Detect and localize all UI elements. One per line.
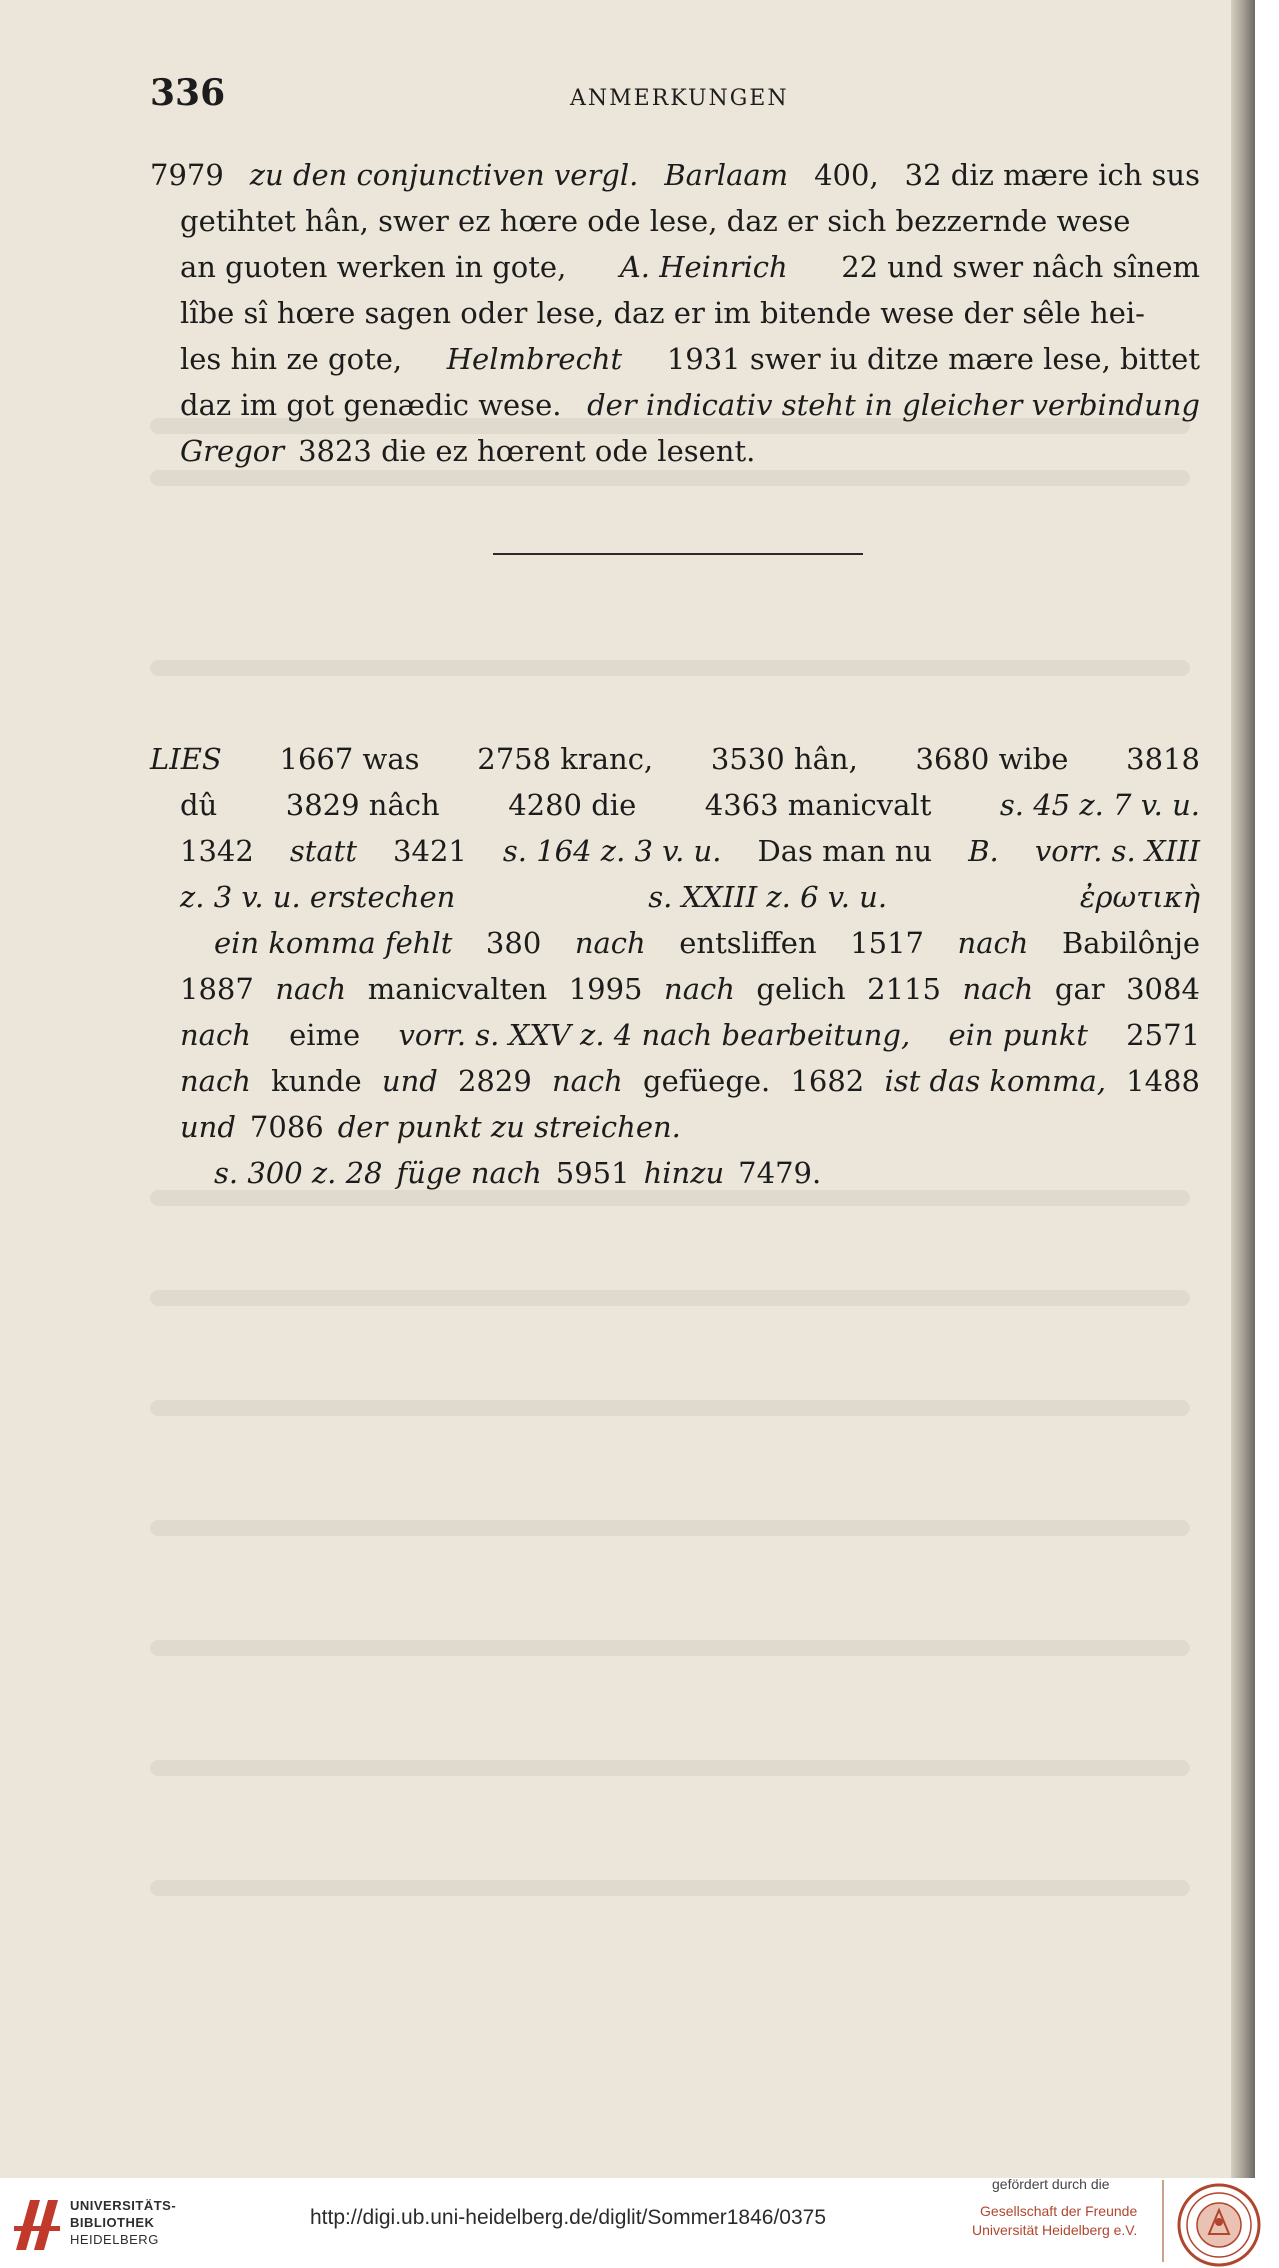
note-text: zu den conjunctiven vergl.: [249, 158, 639, 192]
errata-text: nach: [957, 926, 1029, 960]
errata-text: 3829 nâch: [285, 788, 440, 822]
errata-text: nach: [962, 972, 1034, 1006]
note-text: daz im got genædic wese.: [180, 388, 562, 422]
errata-text: statt: [289, 834, 357, 868]
note-text: der indicativ steht in gleicher verbindung: [587, 388, 1200, 422]
errata-text: gar: [1054, 972, 1105, 1006]
funded-by-label: gefördert durch die: [992, 2176, 1110, 2192]
errata-text: nach: [551, 1064, 623, 1098]
note-text: Helmbrecht: [446, 342, 623, 376]
errata-text: 3530 hân,: [710, 742, 858, 776]
university-library-logo-icon: [12, 2196, 62, 2252]
note-line: [150, 244, 1200, 290]
errata-text: dû: [180, 788, 218, 822]
library-name-line: UNIVERSITÄTS-: [70, 2198, 177, 2213]
errata-text: 1667 was: [279, 742, 420, 776]
note-text: Barlaam: [664, 158, 789, 192]
errata-text: 2571: [1126, 1018, 1200, 1052]
errata-text: gelich: [756, 972, 846, 1006]
errata-text: 1995: [568, 972, 643, 1006]
errata-text: Das man nu: [757, 834, 933, 868]
running-title: ANMERKUNGEN: [570, 86, 789, 111]
errata-text: B.: [968, 834, 999, 868]
errata-text: vorr. s. XIII: [1034, 834, 1200, 868]
funder-name-line: Gesellschaft der Freunde: [980, 2203, 1138, 2219]
note-text: 22 und swer nâch sînem: [841, 250, 1200, 284]
errata-line: [150, 1012, 1200, 1058]
bleed-through: [150, 1520, 1190, 1536]
errata-text: ἐρωτικὴ: [1079, 880, 1200, 914]
errata-text: 7479.: [738, 1156, 822, 1190]
errata-text: 3818: [1126, 742, 1200, 776]
note-text: 32 diz mære ich sus: [904, 158, 1200, 192]
errata-line: [150, 966, 1200, 1012]
bleed-through: [150, 1640, 1190, 1656]
errata-text: 2115: [867, 972, 941, 1006]
errata-line: [150, 1058, 1200, 1104]
errata-line: [150, 874, 1200, 920]
errata-line: [150, 920, 1200, 966]
errata-line: [150, 1150, 1200, 1196]
errata-text: 1682: [790, 1064, 865, 1098]
errata-line: [150, 782, 1200, 828]
separator-rule: [493, 553, 863, 555]
note-line: [150, 428, 1200, 474]
errata-list: [150, 736, 1200, 1196]
note-text: Gregor: [180, 434, 285, 468]
note-text: lîbe sî hœre sagen oder lese, daz er im bitende wese der sêle hei-: [180, 296, 1145, 330]
errata-text: Babilônje: [1061, 926, 1200, 960]
note-text: les hin ze gote,: [180, 342, 403, 376]
running-head: [150, 72, 1190, 122]
page-number: 336: [150, 72, 226, 114]
errata-text: s. 300 z. 28: [214, 1156, 383, 1190]
errata-text: 1342: [180, 834, 254, 868]
errata-text: 5951: [555, 1156, 630, 1190]
bleed-through: [150, 1880, 1190, 1896]
note-text: 1931 swer iu ditze mære lese, bittet: [666, 342, 1200, 376]
errata-text: 2829: [457, 1064, 532, 1098]
library-name: [70, 2197, 176, 2248]
errata-text: 1517: [850, 926, 924, 960]
errata-text: 7086: [249, 1110, 324, 1144]
errata-text: nach: [180, 1018, 251, 1052]
errata-text: eime: [289, 1018, 361, 1052]
note-line: [150, 382, 1200, 428]
errata-text: kunde: [271, 1064, 362, 1098]
permalink-url[interactable]: http://digi.ub.uni-heidelberg.de/diglit/Sommer1846/0375: [310, 2206, 827, 2229]
errata-text: ist das komma,: [884, 1064, 1106, 1098]
errata-line: [150, 1104, 1200, 1150]
errata-text: 3421: [393, 834, 467, 868]
errata-text: und: [381, 1064, 438, 1098]
note-line: [150, 336, 1200, 382]
library-name-line: BIBLIOTHEK: [70, 2215, 155, 2230]
note-line: [150, 198, 1200, 244]
errata-text: 1887: [180, 972, 254, 1006]
errata-text: nach: [664, 972, 735, 1006]
errata-text: s. 164 z. 3 v. u.: [502, 834, 722, 868]
bleed-through: [150, 660, 1190, 676]
errata-text: manicvalten: [367, 972, 548, 1006]
errata-text: 2758 kranc,: [477, 742, 654, 776]
funder-name-line: Universität Heidelberg e.V.: [972, 2222, 1138, 2238]
book-spine: [1231, 0, 1255, 2178]
errata-text: und: [180, 1110, 236, 1144]
university-seal-icon: [1176, 2182, 1262, 2268]
errata-line: [150, 736, 1200, 782]
errata-text: 4363 manicvalt: [704, 788, 932, 822]
errata-text: 380: [485, 926, 542, 960]
errata-text: 4280 die: [508, 788, 637, 822]
errata-text: ein punkt: [948, 1018, 1088, 1052]
note-line: [150, 152, 1200, 198]
bleed-through: [150, 1760, 1190, 1776]
errata-text: gefüege.: [643, 1064, 771, 1098]
note-text: 7979: [150, 158, 224, 192]
note-text: getihtet hân, swer ez hœre ode lese, daz er sich bezzernde wese: [180, 204, 1131, 238]
bleed-through: [150, 1290, 1190, 1306]
errata-text: nach: [574, 926, 646, 960]
errata-text: z. 3 v. u. erstechen: [180, 880, 456, 914]
errata-line: [150, 828, 1200, 874]
errata-text: nach: [275, 972, 347, 1006]
errata-text: 1488: [1126, 1064, 1200, 1098]
errata-text: s. XXIII z. 6 v. u.: [648, 880, 888, 914]
errata-text: 3084: [1126, 972, 1200, 1006]
note-line: [150, 290, 1200, 336]
note-text: 400,: [814, 158, 879, 192]
errata-text: 3680 wibe: [915, 742, 1069, 776]
library-name-line: HEIDELBERG: [70, 2232, 159, 2247]
footer-divider: [1162, 2180, 1164, 2262]
errata-text: s. 45 z. 7 v. u.: [999, 788, 1200, 822]
errata-text: hinzu: [643, 1156, 725, 1190]
note-text: A. Heinrich: [619, 250, 788, 284]
errata-text: entsliffen: [679, 926, 817, 960]
errata-text: LIES: [150, 742, 222, 776]
note-text: an guoten werken in gote,: [180, 250, 567, 284]
errata-text: nach: [180, 1064, 251, 1098]
errata-text: füge nach: [396, 1156, 542, 1190]
errata-text: der punkt zu streichen.: [337, 1110, 681, 1144]
funder-name: [972, 2202, 1137, 2240]
bleed-through: [150, 1400, 1190, 1416]
note-text: 3823 die ez hœrent ode lesent.: [298, 434, 756, 468]
note-paragraph: [150, 152, 1200, 474]
errata-text: ein komma fehlt: [214, 926, 453, 960]
errata-text: vorr. s. XXV z. 4 nach bearbeitung,: [398, 1018, 911, 1052]
